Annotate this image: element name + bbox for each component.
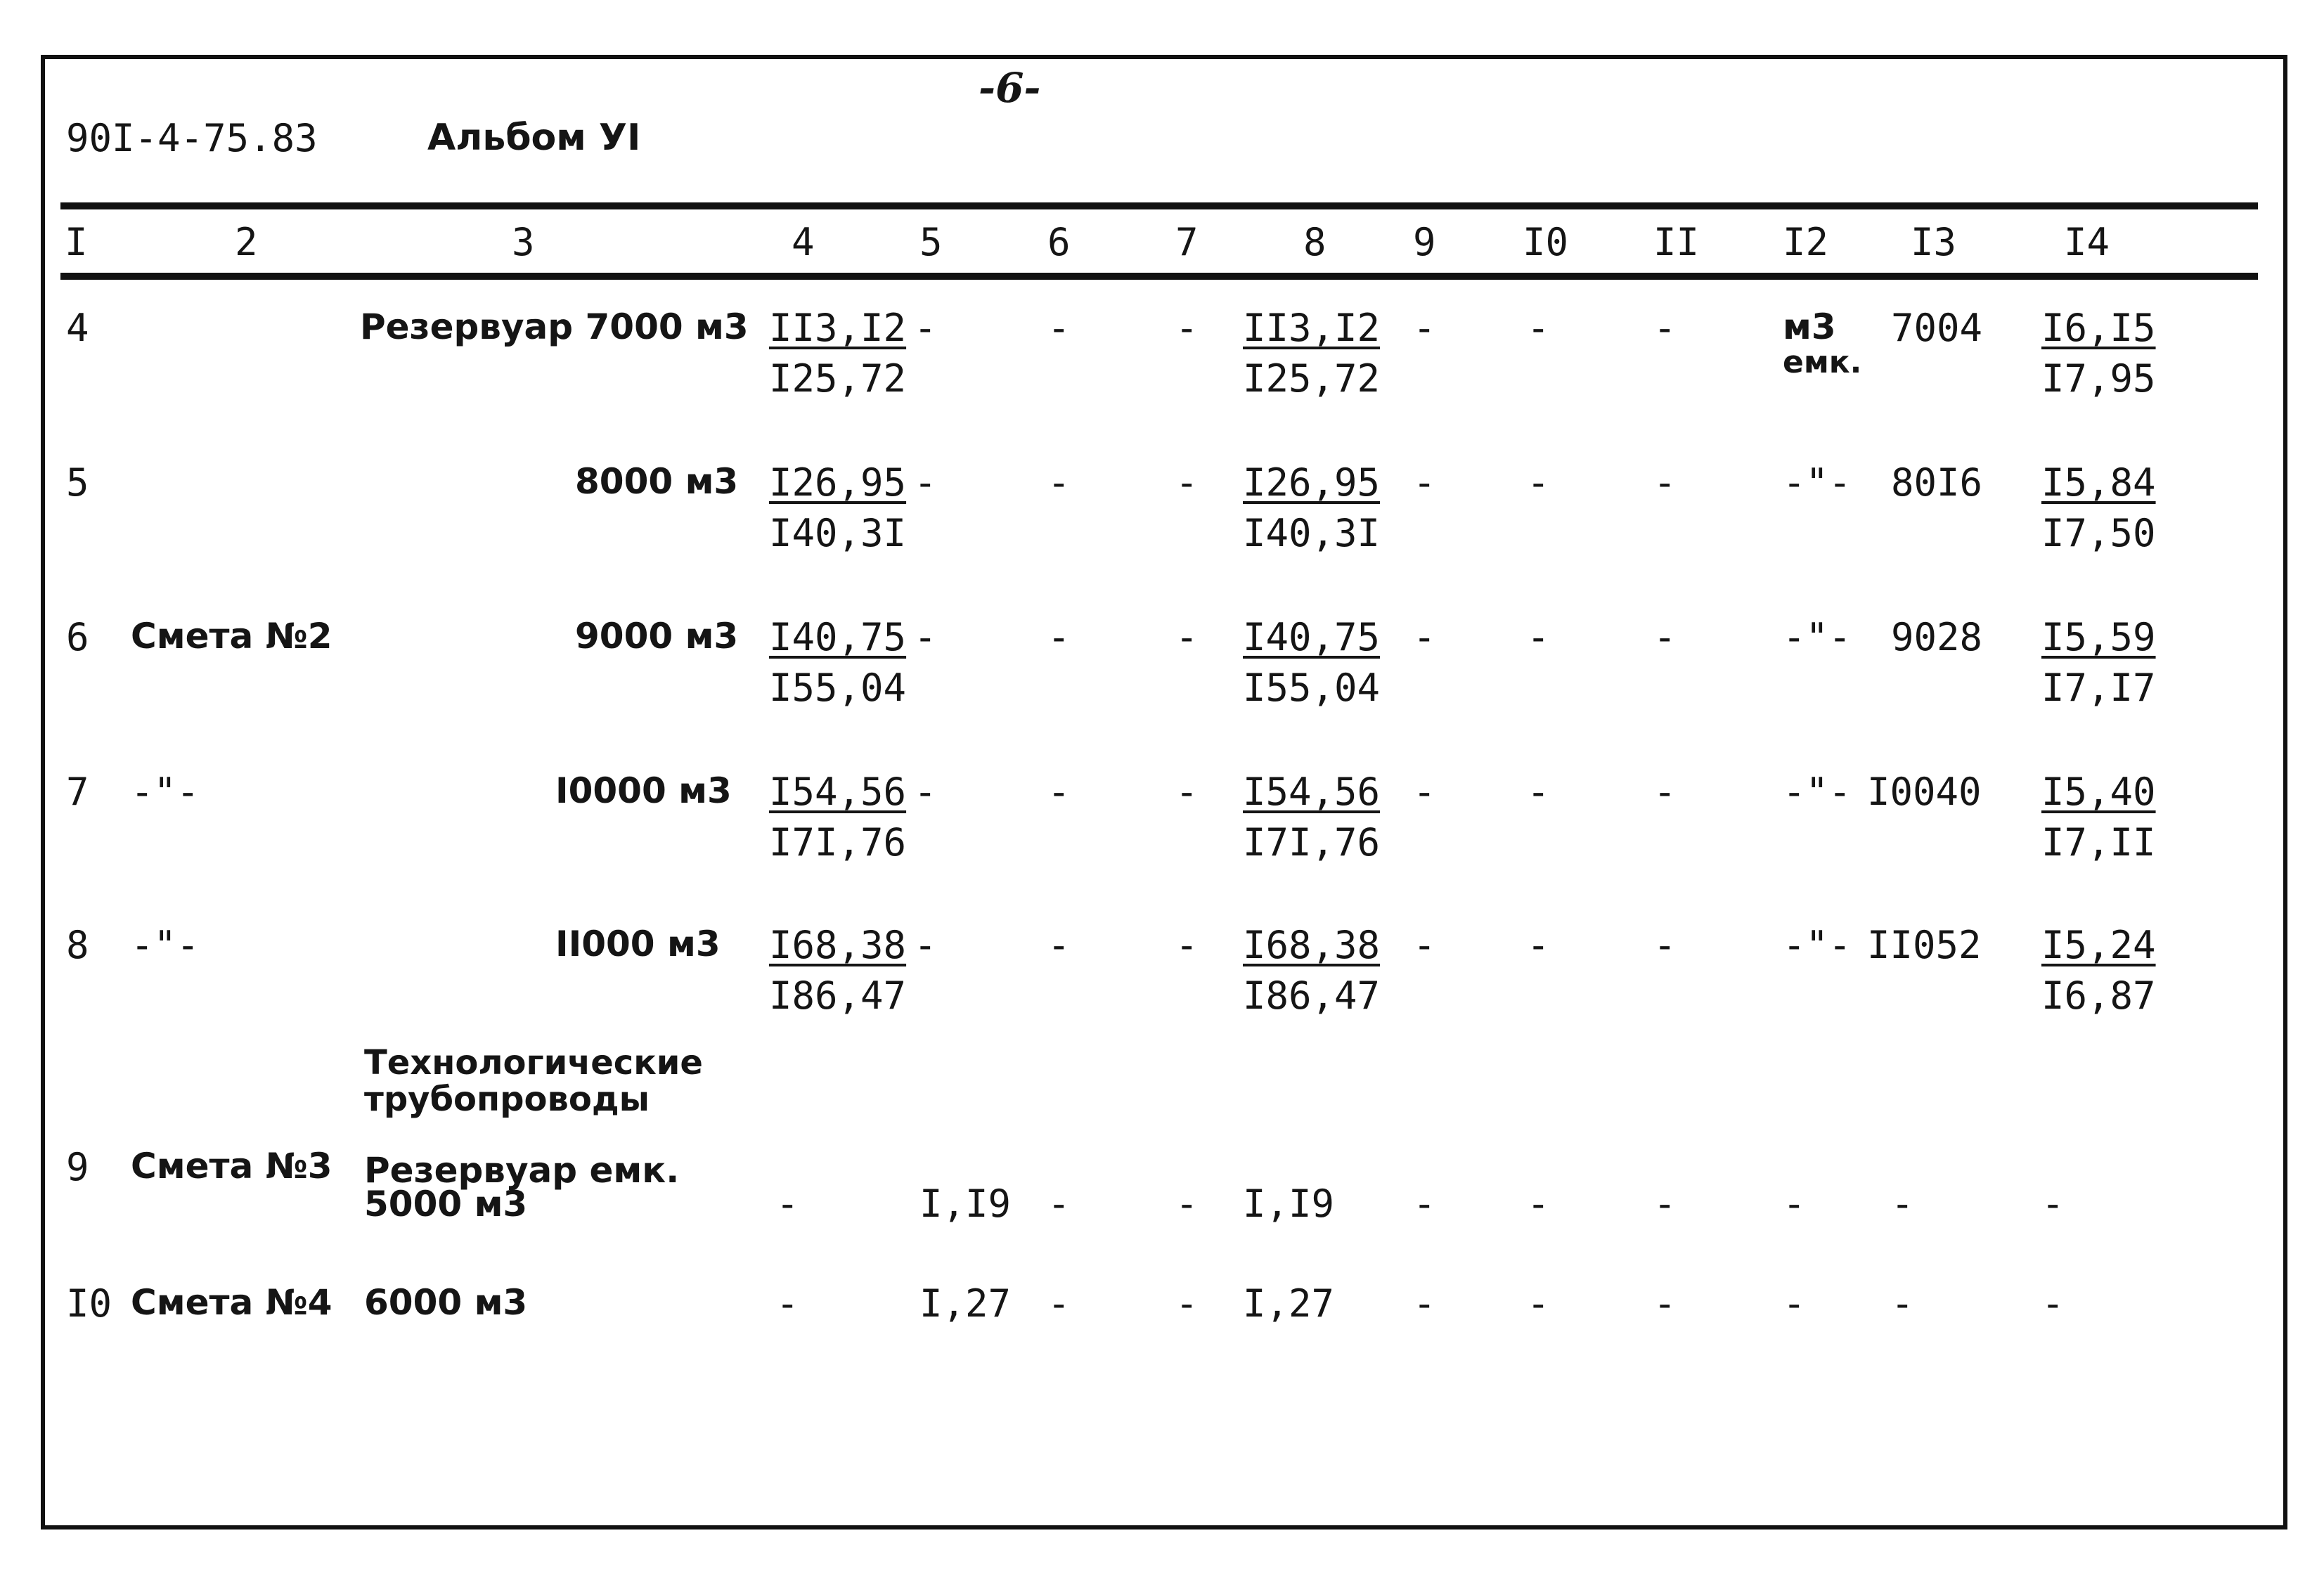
col11-value: - (1653, 615, 1677, 659)
page-number: -6- (979, 64, 1041, 112)
cost-total-bottom: I55,04 (769, 666, 907, 710)
ditto-mark: -"- (1783, 615, 1852, 659)
ditto-mark: -"- (1783, 770, 1852, 814)
col9-value: - (1413, 770, 1436, 814)
col8-bottom: I40,3I (1243, 511, 1381, 555)
col8-bottom: I86,47 (1243, 974, 1381, 1018)
col9-value: - (1413, 1182, 1436, 1226)
col10-value: - (1527, 306, 1550, 350)
col14-bottom: I6,87 (2041, 974, 2156, 1018)
col5-value: - (914, 460, 937, 505)
col5-value: I,27 (919, 1281, 1012, 1326)
col5-value: - (914, 615, 937, 659)
col10-value: - (1527, 460, 1550, 505)
cost-total-bottom: I86,47 (769, 974, 907, 1018)
col8-top: II3,I2 (1243, 306, 1381, 350)
col5-value: - (914, 923, 937, 967)
col-header-5: 5 (919, 220, 943, 264)
col14-top: I6,I5 (2041, 306, 2156, 350)
item-name: 9000 м3 (575, 616, 739, 657)
col4-value: - (776, 1182, 799, 1226)
col11-value: - (1653, 770, 1677, 814)
capacity-value: 9028 (1891, 615, 1983, 659)
col8-top: I54,56 (1243, 770, 1381, 814)
item-name: 6000 м3 (364, 1282, 528, 1323)
col5-value: - (914, 306, 937, 350)
col4-value: - (776, 1281, 799, 1326)
col14-value: - (2041, 1281, 2065, 1326)
col10-value: - (1527, 1281, 1550, 1326)
col8-top: I40,75 (1243, 615, 1381, 659)
row-number: 8 (66, 923, 89, 967)
estimate-ref: Смета №4 (131, 1282, 333, 1323)
row-number: 7 (66, 770, 89, 814)
col14-bottom: I7,95 (2041, 356, 2156, 401)
unit-label-2: емк. (1783, 344, 1862, 380)
capacity-value: 80I6 (1891, 460, 1983, 505)
col14-bottom: I7,I7 (2041, 666, 2156, 710)
col-header-7: 7 (1175, 220, 1199, 264)
col7-value: - (1175, 923, 1199, 967)
col-header-13: I3 (1911, 220, 1957, 264)
row-number: I0 (66, 1281, 112, 1326)
col-header-6: 6 (1047, 220, 1071, 264)
col-header-2: 2 (235, 220, 258, 264)
item-name: II000 м3 (555, 924, 721, 964)
estimate-ref: -"- (131, 923, 200, 967)
col7-value: - (1175, 1281, 1199, 1326)
col11-value: - (1653, 923, 1677, 967)
col10-value: - (1527, 923, 1550, 967)
item-name: 8000 м3 (575, 461, 739, 502)
col6-value: - (1047, 306, 1071, 350)
ditto-mark: -"- (1783, 923, 1852, 967)
col12-value: - (1783, 1281, 1806, 1326)
item-name: Резервуар емк. (364, 1150, 680, 1191)
row-number: 9 (66, 1145, 89, 1189)
header-bottom-rule (60, 273, 2258, 280)
col6-value: - (1047, 1182, 1071, 1226)
estimate-ref: -"- (131, 770, 200, 814)
col6-value: - (1047, 460, 1071, 505)
col6-value: - (1047, 615, 1071, 659)
col6-value: - (1047, 1281, 1071, 1326)
col13-value: - (1891, 1182, 1914, 1226)
col-header-12: I2 (1783, 220, 1829, 264)
col6-value: - (1047, 770, 1071, 814)
col9-value: - (1413, 1281, 1436, 1326)
col14-top: I5,59 (2041, 615, 2156, 659)
col-header-8: 8 (1303, 220, 1326, 264)
col-header-14: I4 (2064, 220, 2110, 264)
col10-value: - (1527, 1182, 1550, 1226)
col10-value: - (1527, 615, 1550, 659)
col14-top: I5,40 (2041, 770, 2156, 814)
col14-value: - (2041, 1182, 2065, 1226)
col9-value: - (1413, 923, 1436, 967)
capacity-value: I0040 (1867, 770, 1982, 814)
col14-bottom: I7,50 (2041, 511, 2156, 555)
col8-bottom: I55,04 (1243, 666, 1381, 710)
cost-total-top: I26,95 (769, 460, 907, 505)
col-header-4: 4 (792, 220, 815, 264)
row-number: 4 (66, 306, 89, 350)
col6-value: - (1047, 923, 1071, 967)
unit-label: м3 (1783, 306, 1836, 347)
col7-value: - (1175, 306, 1199, 350)
item-name: I0000 м3 (555, 770, 732, 811)
col8-top: I68,38 (1243, 923, 1381, 967)
col8-value: I,27 (1243, 1281, 1335, 1326)
col9-value: - (1413, 460, 1436, 505)
col11-value: - (1653, 1182, 1677, 1226)
cost-total-top: II3,I2 (769, 306, 907, 350)
col9-value: - (1413, 615, 1436, 659)
col14-top: I5,24 (2041, 923, 2156, 967)
col14-top: I5,84 (2041, 460, 2156, 505)
col12-value: - (1783, 1182, 1806, 1226)
cost-total-top: I40,75 (769, 615, 907, 659)
item-name: Резервуар 7000 м3 (360, 306, 749, 347)
col5-value: - (914, 770, 937, 814)
col11-value: - (1653, 306, 1677, 350)
item-name-2: 5000 м3 (364, 1184, 528, 1224)
col10-value: - (1527, 770, 1550, 814)
section-heading-line1: Технологические (364, 1043, 703, 1082)
cost-total-top: I54,56 (769, 770, 907, 814)
capacity-value: 7004 (1891, 306, 1983, 350)
col5-value: I,I9 (919, 1182, 1012, 1226)
col8-bottom: I25,72 (1243, 356, 1381, 401)
cost-total-bottom: I7I,76 (769, 820, 907, 865)
estimate-ref: Смета №2 (131, 616, 333, 657)
album-title: Альбом УI (427, 117, 641, 159)
row-number: 5 (66, 460, 89, 505)
header-top-rule (60, 202, 2258, 209)
col-header-1: I (65, 220, 88, 264)
col9-value: - (1413, 306, 1436, 350)
col7-value: - (1175, 1182, 1199, 1226)
col-header-9: 9 (1413, 220, 1436, 264)
ditto-mark: -"- (1783, 460, 1852, 505)
col7-value: - (1175, 460, 1199, 505)
col-header-11: II (1653, 220, 1700, 264)
col7-value: - (1175, 770, 1199, 814)
col8-top: I26,95 (1243, 460, 1381, 505)
col11-value: - (1653, 460, 1677, 505)
capacity-value: II052 (1867, 923, 1982, 967)
col13-value: - (1891, 1281, 1914, 1326)
row-number: 6 (66, 615, 89, 659)
col-header-10: I0 (1523, 220, 1569, 264)
estimate-ref: Смета №3 (131, 1146, 333, 1186)
col8-value: I,I9 (1243, 1182, 1335, 1226)
col7-value: - (1175, 615, 1199, 659)
cost-total-bottom: I25,72 (769, 356, 907, 401)
col14-bottom: I7,II (2041, 820, 2156, 865)
col8-bottom: I7I,76 (1243, 820, 1381, 865)
col11-value: - (1653, 1281, 1677, 1326)
document-code: 90I-4-75.83 (66, 116, 318, 160)
cost-total-bottom: I40,3I (769, 511, 907, 555)
col-header-3: 3 (512, 220, 535, 264)
cost-total-top: I68,38 (769, 923, 907, 967)
section-heading-line2: трубопроводы (364, 1080, 650, 1119)
